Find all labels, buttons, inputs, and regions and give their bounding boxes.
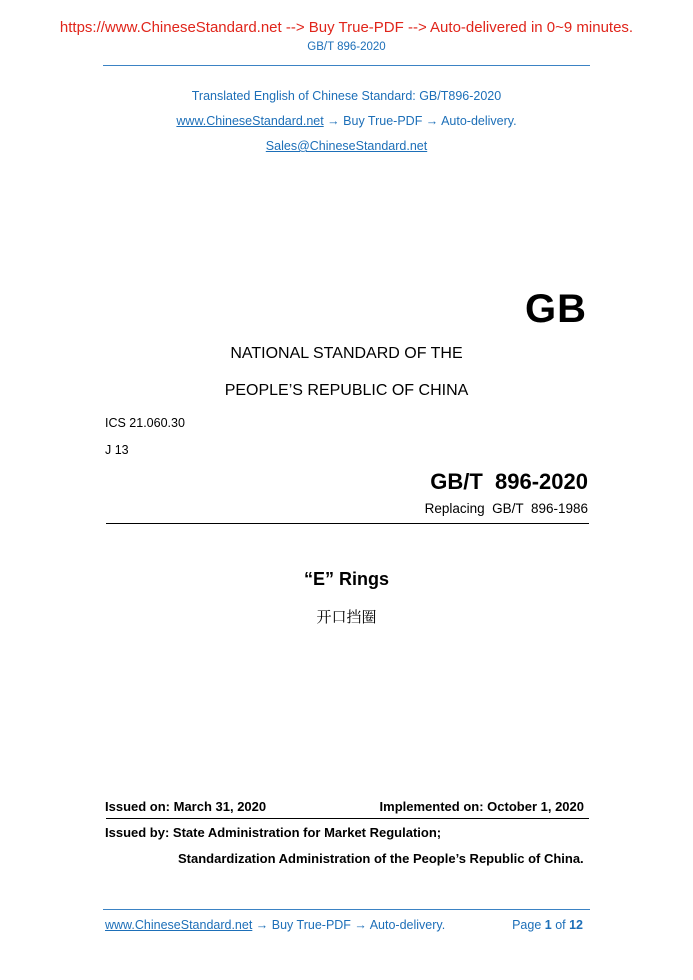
purchase-text: → Buy True-PDF → Auto-delivery. [323,114,517,128]
footer-purchase-text: → Buy True-PDF → Auto-delivery. [252,918,446,932]
footer-divider [103,909,590,910]
issued-by-line-2: Standardization Administration of the People’s Republic of China. [178,851,584,866]
page-total: 12 [569,918,583,932]
header-divider [103,65,590,66]
purchase-line [0,114,693,128]
replacing-standard: Replacing GB/T 896-1986 [424,501,588,516]
top-banner[interactable]: https://www.ChineseStandard.net --> Buy True-PDF --> Auto-delivered in 0~9 minutes. [59,19,634,36]
page-current: 1 [544,918,552,932]
issued-by-line-1: Issued by: State Administration for Market Regulation; [105,825,442,840]
translation-line: Translated English of Chinese Standard: GB/T896-2020 [191,89,502,103]
page-indicator [512,918,583,932]
standard-number: GB/T 896-2020 [430,469,588,494]
header-doc-code: GB/T 896-2020 [307,41,386,53]
dates-divider [106,818,589,819]
document-title-chinese: 开口挡圈 [316,609,377,626]
email-line [0,139,693,153]
footer-purchase-line [105,918,445,932]
email-link[interactable]: Sales@ChineseStandard.net [265,139,428,153]
document-title-english: “E” Rings [303,569,389,589]
gb-logo: GB [525,287,587,331]
page-of: of [551,918,570,932]
title-divider [106,523,589,524]
ccs-code: J 13 [105,443,129,457]
page-label: Page [512,918,545,932]
implemented-on-date: Implemented on: October 1, 2020 [379,799,584,814]
issued-on-date: Issued on: March 31, 2020 [105,799,267,814]
ics-code: ICS 21.060.30 [105,416,185,430]
national-standard-line-2: PEOPLE’S REPUBLIC OF CHINA [224,382,469,399]
footer-site-link[interactable]: www.ChineseStandard.net [105,918,253,932]
national-standard-line-1: NATIONAL STANDARD OF THE [230,345,463,362]
site-link[interactable]: www.ChineseStandard.net [176,114,324,128]
